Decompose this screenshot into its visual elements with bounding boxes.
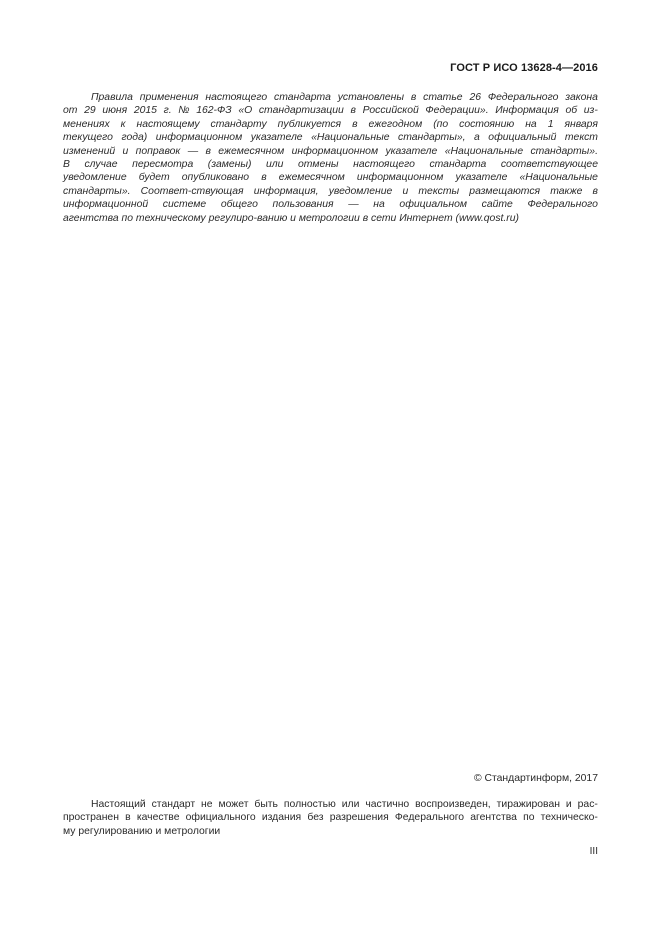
notice-line: текущего года) информационном указателе «Национальные стандарты», а официальный текст [63,132,598,144]
notice-line: изменений и поправок — в ежемесячном информационном указателе «Национальные стандарты». [63,145,598,157]
notice-line: информационной системе общего пользования — на официальном сайте Федерального [63,199,598,211]
document-code-header: ГОСТ Р ИСО 13628-4—2016 [450,62,598,74]
notice-line: уведомление будет опубликовано в ежемесячном информационном указателе «Национальные [63,172,598,184]
notice-line: менениях к настоящему стандарту публикуется в ежегодном (по состоянию на 1 января [63,118,598,130]
standard-application-notice [63,91,598,225]
copyright-notice: © Стандартинформ, 2017 [473,773,598,784]
page-number: III [589,846,598,857]
rights-line: Настоящий стандарт не может быть полностью или частично воспроизведен, тиражирован и рас- [91,799,598,810]
notice-line: от 29 июня 2015 г. № 162-ФЗ «О стандартизации в Российской Федерации». Информация об из- [63,105,598,117]
rights-line: пространен в качестве официального издания без разрешения Федерального агентства по техническо- [63,812,598,824]
notice-line: агентства по техническому регулиро-ванию и метрологии в сети Интернет (www.qost.ru) [63,212,519,224]
notice-line: В случае пересмотра (замены) или отмены настоящего стандарта соответствующее [63,158,598,170]
reproduction-rights-notice [63,798,598,838]
notice-line: стандарты». Соответ-ствующая информация, уведомление и тексты размещаются также в [63,185,598,197]
rights-line: му регулированию и метрологии [63,825,221,837]
notice-line: Правила применения настоящего стандарта установлены в статье 26 Федерального закона [91,92,598,103]
